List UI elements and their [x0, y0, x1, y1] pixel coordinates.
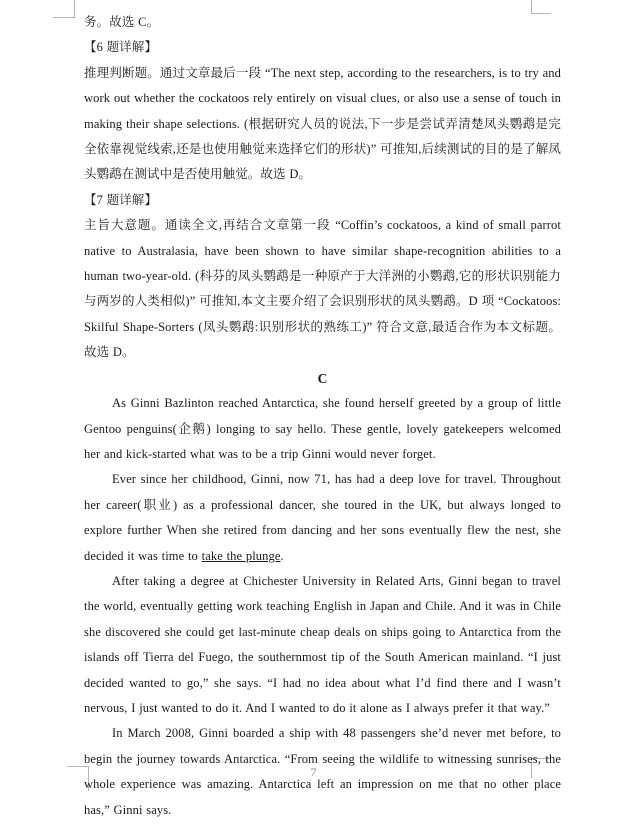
question-7-explanation: 主旨大意题。通读全文,再结合文章第一段 “Coffin’s cockatoos, a kind of small parrot native to Australasia, have been shown to have similar shape-recognition abilities to a human two-year-old. (科芬的凤头鹦鹉是一种原产于大洋洲的小鹦鹉,它的形状识别能力与两岁的人类相似)” 可推知,本文主要介绍了会识别形状的凤头鹦鹉。D 项 “Cockatoos: Skilful Shape-Sorters (凤头鹦鹉:识别形状的熟练工)” 符合文意,最适合作为本文标题。故选 D。 [84, 218, 561, 360]
question-7-label: 【7 题详解】 [84, 192, 158, 207]
underlined-phrase-take-the-plunge: take the plunge [201, 548, 281, 563]
passage-paragraph-2 [84, 467, 561, 569]
page-number: 7 [310, 765, 317, 779]
passage-paragraph-2-text: Ever since her childhood, Ginni, now 71, has had a deep love for travel. Throughout her career(职业) as a professional dancer, she toured in the UK, but always longed to explore further When she retired from dancing and her sons eventually flew the nest, she decided it was time to [84, 472, 561, 563]
passage-paragraph-4: In March 2008, Ginni boarded a ship with 48 passengers she’d never met before, to begin the journey towards Antarctica. “From seeing the wildlife to witnessing sunrises, the whole experience was amazing. Antarctica left an impression on me that no other place has,” Ginni says. [84, 726, 561, 817]
answer-continuation-text: 务。故选 C。 [84, 15, 160, 29]
question-6-label: 【6 题详解】 [84, 40, 158, 55]
passage-section-heading: C [317, 370, 328, 386]
crop-mark-top-left-icon [53, 0, 75, 18]
passage-paragraph-2-period: . [280, 548, 284, 563]
passage-paragraph-1: As Ginni Bazlinton reached Antarctica, she found herself greeted by a group of little Gentoo penguins(企鹅) longing to say hello. These gentle, lovely gatekeepers welcomed her and kick-started what was to be a trip Ginni would never forget. [84, 396, 561, 461]
document-body [84, 10, 561, 823]
passage-paragraph-3: After taking a degree at Chichester University in Related Arts, Ginni began to travel the world, eventually getting work teaching English in Japan and Chile. And it was in Chile she discovered she could get last-minute cheap deals on ships going to Antarctica from the islands off Tierra del Fuego, the southernmost tip of the South American mainland. “I just decided wanted to go,” she says. “I had no idea about what I’d find there and I wasn’t nervous, I just wanted to do it. And I wanted to do it alone as I always prefer it that way.” [84, 573, 561, 715]
question-6-explanation: 推理判断题。通过文章最后一段 “The next step, according to the researchers, is to try and work out whether the cockatoos rely entirely on visual clues, or also use a sense of touch in making their shape selections. (根据研究人员的说法,下一步是尝试弄清楚凤头鹦鹉是完全依靠视觉线索,还是也使用触觉来选择它们的形状)” 可推知,后续测试的目的是了解凤头鹦鹉在测试中是否使用触觉。故选 D。 [84, 65, 561, 182]
